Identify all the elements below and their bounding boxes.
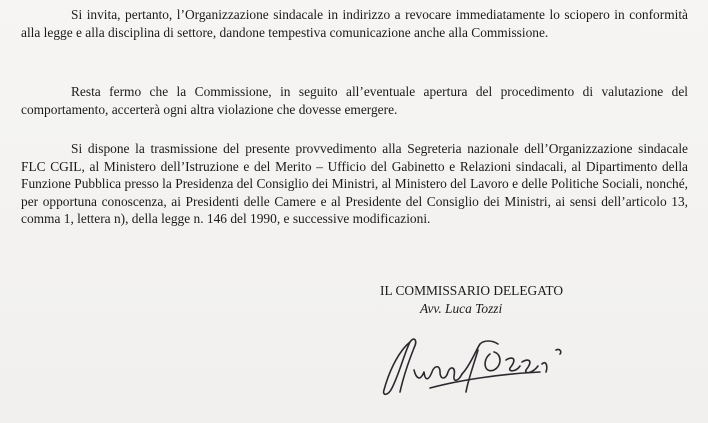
signatory-name: Avv. Luca Tozzi (420, 300, 503, 316)
handwritten-signature (370, 330, 610, 400)
paragraph-revoke-strike: Si invita, pertanto, l’Organizzazione sindacale in indirizzo a revocare immediatamente lo sciopero in conformità alla legge e alla disciplina di settore, dandone tempestiva comunicazione anche alla Commissione. (21, 7, 688, 40)
paragraph-commission-evaluation: Resta fermo che la Commissione, in seguito all’eventuale apertura del procedimento di valutazione del comportamento, accerterà ogni altra violazione che dovesse emergere. (21, 84, 688, 117)
signatory-title: IL COMMISSARIO DELEGATO (380, 283, 564, 298)
signature-block (380, 282, 650, 317)
paragraph-transmission: Si dispone la trasmissione del presente provvedimento alla Segreteria nazionale dell’Organizzazione sindacale FLC CGIL, al Ministero dell’Istruzione e del Merito – Ufficio del Gabinetto e Relazioni sindacali, al Dipartimento della Funzione Pubblica presso la Presidenza del Consiglio dei Ministri, al Ministero del Lavoro e delle Politiche Sociali, nonché, per opportuna conoscenza, ai Presidenti delle Camere e al Presidente del Consiglio dei Ministri, ai sensi dell’articolo 13, comma 1, lettera n), della legge n. 146 del 1990, e successive modificazioni. (21, 141, 688, 226)
